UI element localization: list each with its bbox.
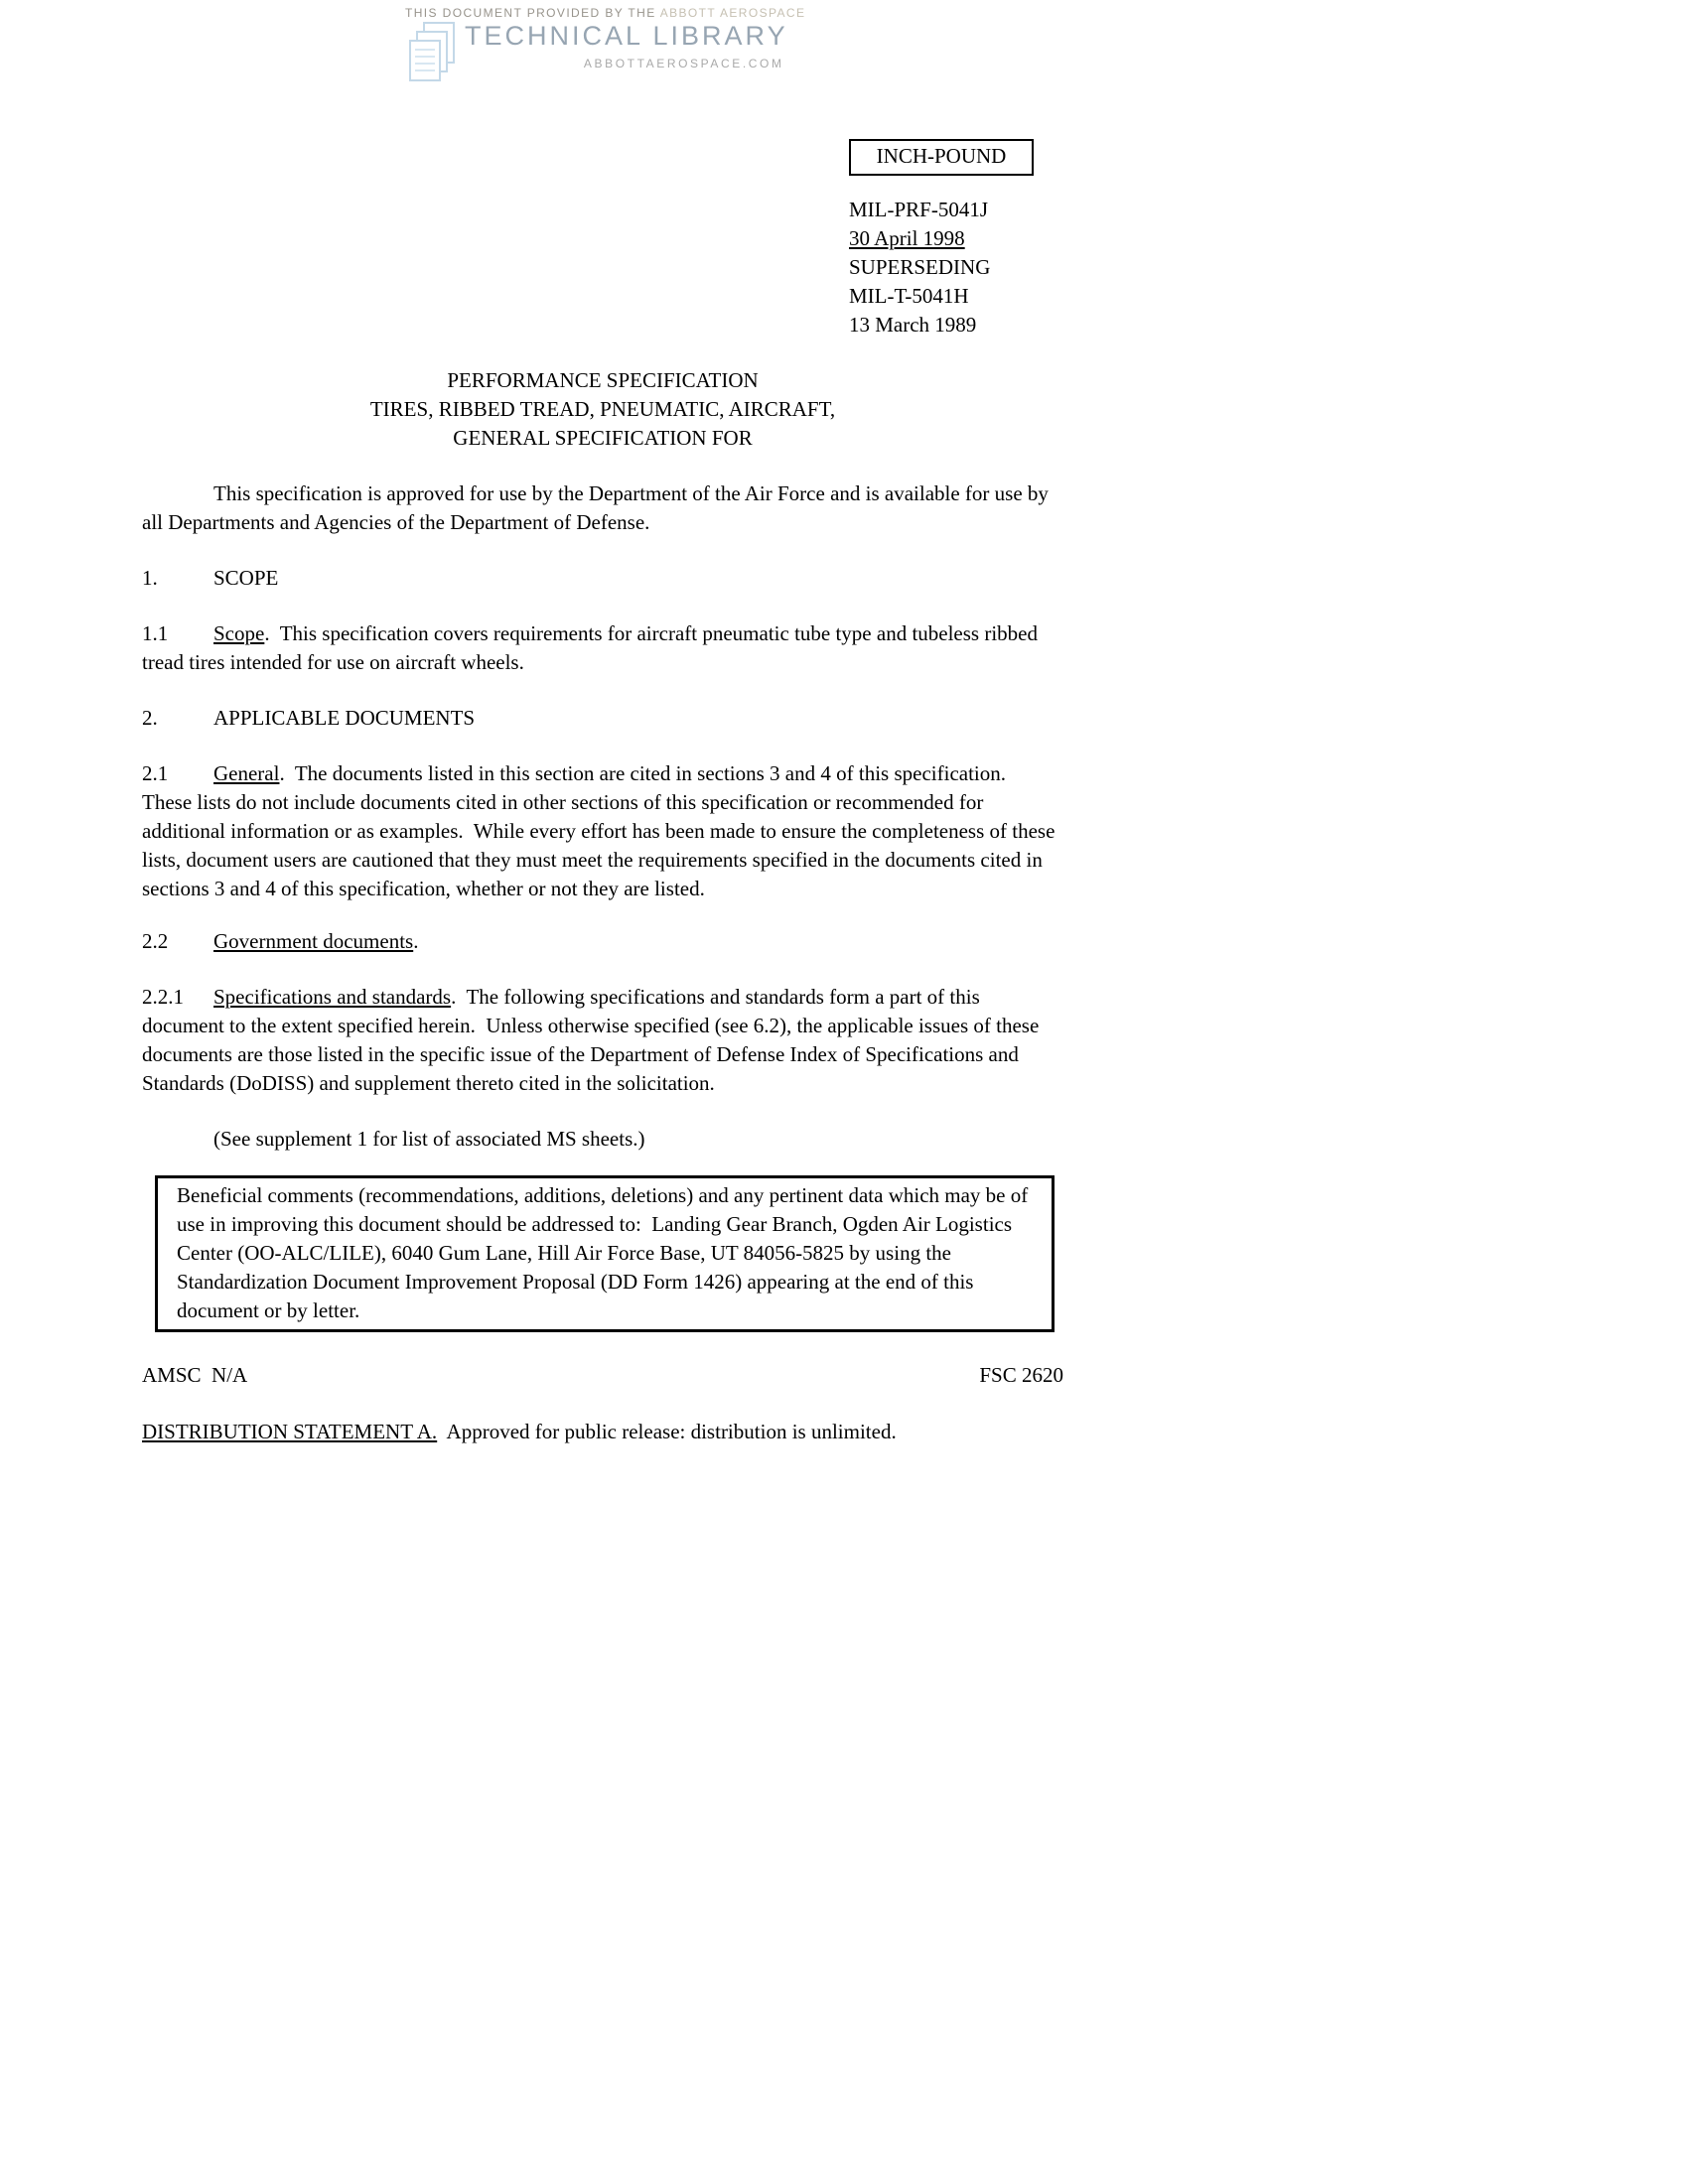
section-text: . The documents listed in this section are cited in sections 3 and 4 of this specification. These lists do not include documents cited in other sections of this specification or recommended for additional information or as examples. While every effort has been made to ensure the completeness of these lists, document users are cautioned that they must meet the requirements specified in the documents cited in sections 3 and 4 of this specification, whether or not they are listed. — [142, 761, 1060, 900]
section-term: General — [213, 761, 280, 785]
supplement-note: (See supplement 1 for list of associated MS sheets.) — [213, 1127, 645, 1151]
superseding-label: SUPERSEDING — [849, 255, 991, 279]
distribution-text: Approved for public release: distribution is unlimited. — [437, 1420, 897, 1443]
doc-date: 30 April 1998 — [849, 226, 965, 250]
section-number: 2.2.1 — [142, 985, 184, 1009]
section-1-heading — [142, 564, 1063, 593]
fsc-code: FSC 2620 — [979, 1363, 1063, 1387]
section-term: Government documents — [213, 929, 414, 953]
section-2-2-government-documents — [142, 927, 1063, 956]
section-2-1-general — [142, 759, 1063, 903]
section-text: . This specification covers requirements for aircraft pneumatic tube type and tubeless ribbed tread tires intended for use on aircraft wheels. — [142, 621, 1044, 674]
superseded-doc-date: 13 March 1989 — [849, 313, 977, 337]
title-line-1: PERFORMANCE SPECIFICATION — [447, 368, 759, 392]
section-term: Specifications and standards — [213, 985, 452, 1009]
section-heading-text: APPLICABLE DOCUMENTS — [213, 706, 476, 730]
section-1-1-scope — [142, 619, 1063, 677]
logo-title-text: TECHNICAL LIBRARY — [465, 21, 788, 51]
section-2-heading — [142, 704, 1063, 733]
superseded-doc-number: MIL-T-5041H — [849, 284, 969, 308]
logo-tagline-prefix: THIS DOCUMENT PROVIDED BY THE — [405, 6, 660, 20]
document-content — [142, 0, 1063, 1446]
section-heading-text: SCOPE — [213, 566, 279, 590]
section-number: 2. — [142, 706, 158, 730]
footer-codes — [142, 1361, 1063, 1390]
title-line-3: GENERAL SPECIFICATION FOR — [453, 426, 753, 450]
section-2-2-1-specifications-standards — [142, 983, 1063, 1098]
logo-tagline-brand: ABBOTT AEROSPACE — [659, 6, 806, 20]
section-number: 2.1 — [142, 761, 169, 785]
section-text: . — [413, 929, 419, 953]
section-text: . The following specifications and standards form a part of this document to the extent specified herein. Unless otherwise specified (see 6.2), the applicable issues of these documents are those listed in the specific issue of the Department of Defense Index of Specifications and Standards (DoDISS) and supplement thereto cited in the solicitation. — [142, 985, 1045, 1095]
section-term: Scope — [213, 621, 265, 645]
logo-website-url: ABBOTTAEROSPACE.COM — [583, 57, 784, 70]
inch-pound-label: INCH-POUND — [876, 144, 1007, 168]
doc-number: MIL-PRF-5041J — [849, 198, 989, 221]
section-number: 1.1 — [142, 621, 169, 645]
amsc-code: AMSC N/A — [142, 1363, 248, 1387]
approval-paragraph: This specification is approved for use by the Department of the Air Force and is available for use by all Departments and Agencies of the Department of Defense. — [142, 481, 1055, 534]
doc-id-block — [849, 196, 1063, 340]
inch-pound-box — [849, 139, 1034, 176]
section-number: 1. — [142, 566, 158, 590]
beneficial-comments-box: Beneficial comments (recommendations, additions, deletions) and any pertinent data which may be of use in improving this document should be addressed to: Landing Gear Branch, Ogden Air Logistics Center (OO-ALC/LILE), 6040 Gum Lane, Hill Air Force Base, UT 84056-5825 by using the Standardization Document Improvement Proposal (DD Form 1426) appearing at the end of this document or by letter. — [155, 1175, 1055, 1332]
distribution-statement — [142, 1418, 1063, 1446]
section-number: 2.2 — [142, 929, 169, 953]
title-line-2: TIRES, RIBBED TREAD, PNEUMATIC, AIRCRAFT, — [369, 397, 836, 421]
distribution-label: DISTRIBUTION STATEMENT A. — [142, 1420, 438, 1443]
document-title — [142, 366, 1063, 453]
